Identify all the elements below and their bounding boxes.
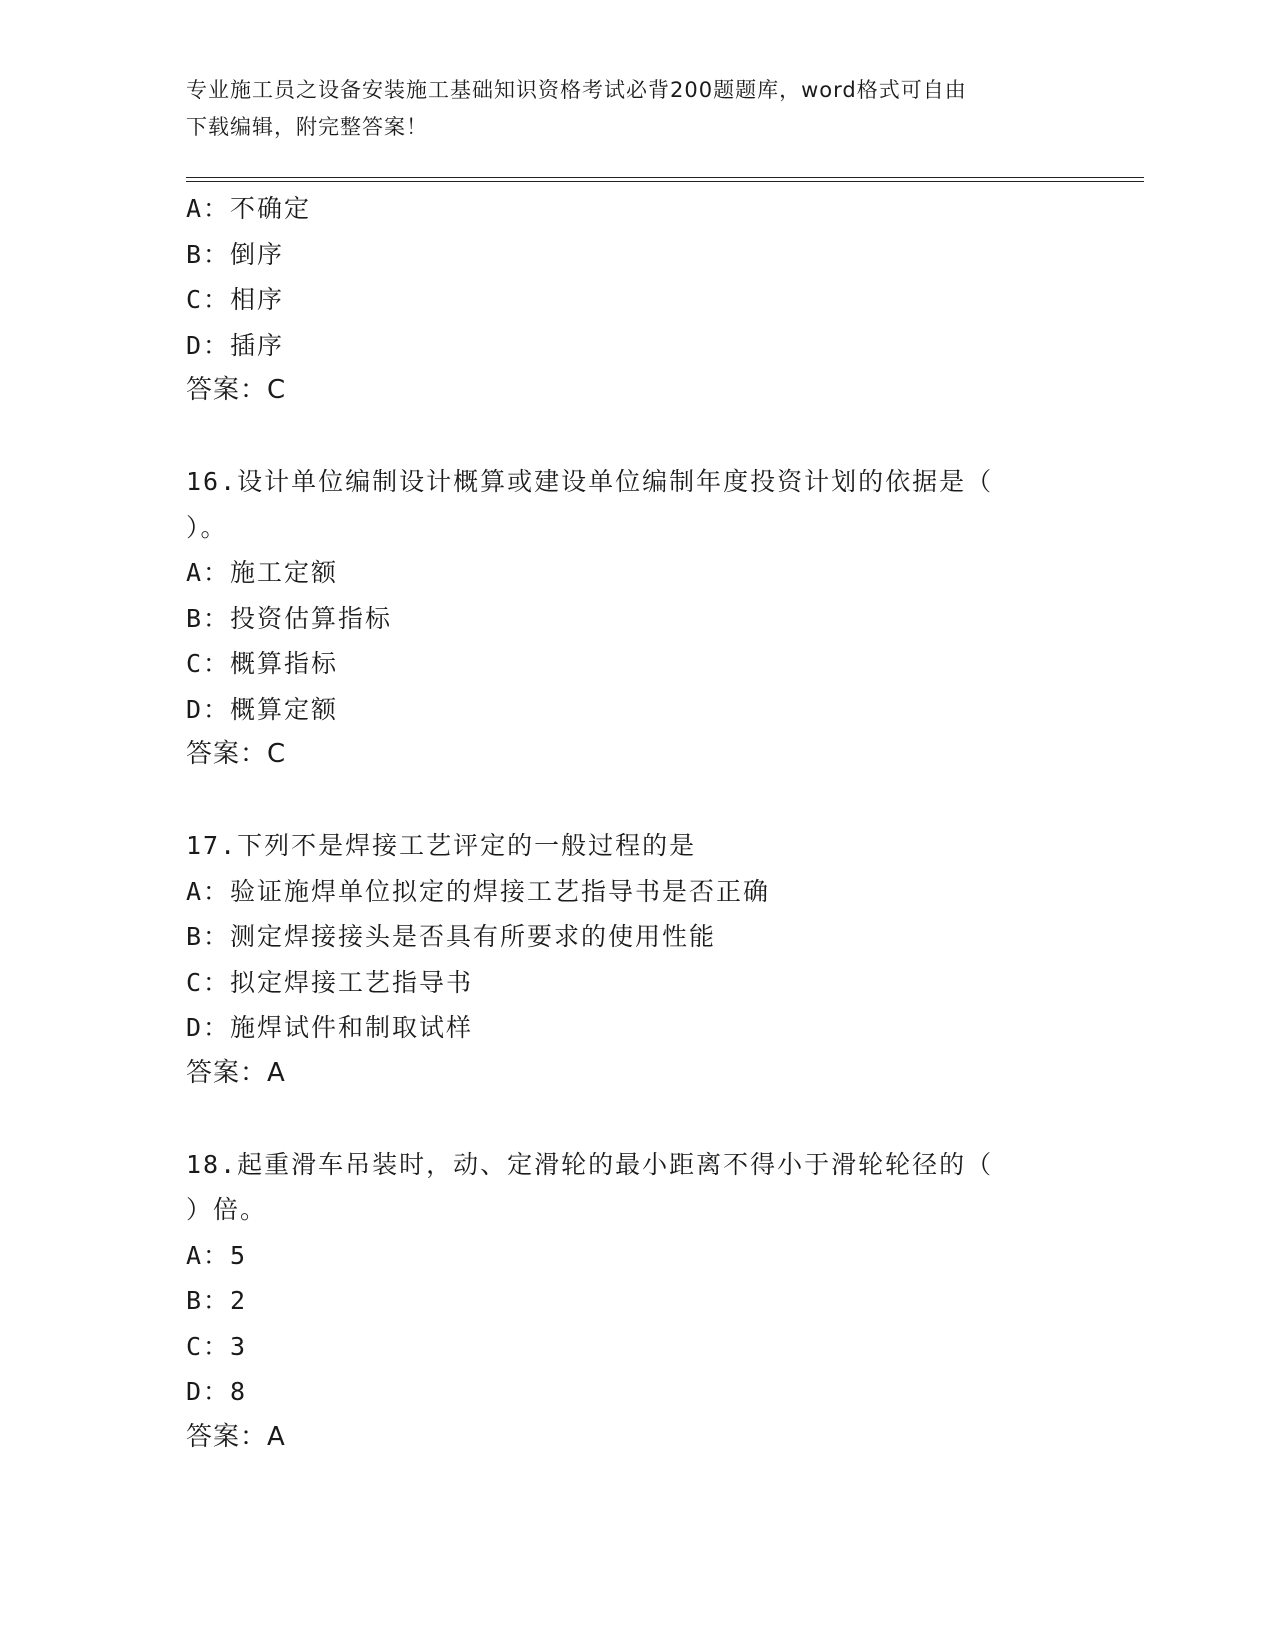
header-line-2: 下载编辑，附完整答案！ xyxy=(186,115,428,139)
option-b: B：投资估算指标 xyxy=(186,603,393,633)
option-d: D：8 xyxy=(186,1377,248,1406)
question-text: 18.起重滑车吊装时，动、定滑轮的最小距离不得小于滑轮轮径的（ xyxy=(186,1149,994,1179)
option-c: C：相序 xyxy=(186,285,285,314)
option-d: D：施焊试件和制取试样 xyxy=(186,1013,474,1042)
option-d: D：插序 xyxy=(186,330,285,360)
option-b: B：测定焊接接头是否具有所要求的使用性能 xyxy=(186,922,717,951)
header-line-1: 专业施工员之设备安装施工基础知识资格考试必背200题题库，word格式可自由 xyxy=(186,78,967,102)
spacer xyxy=(186,1096,1086,1142)
answer: 答案：A xyxy=(186,1421,286,1452)
option-b: B：倒序 xyxy=(186,239,285,269)
question-15 xyxy=(186,186,1086,414)
answer: 答案：C xyxy=(186,375,287,405)
question-16 xyxy=(186,459,1086,778)
option-a: A：验证施焊单位拟定的焊接工艺指导书是否正确 xyxy=(186,876,771,906)
question-text: 17.下列不是焊接工艺评定的一般过程的是 xyxy=(186,831,697,860)
option-d: D：概算定额 xyxy=(186,694,339,724)
option-c: C：概算指标 xyxy=(186,649,339,678)
option-a: A：不确定 xyxy=(186,194,312,223)
option-a: A：5 xyxy=(186,1240,248,1270)
option-c: C：拟定焊接工艺指导书 xyxy=(186,967,474,997)
question-17 xyxy=(186,823,1086,1096)
option-a: A：施工定额 xyxy=(186,558,339,587)
option-b: B：2 xyxy=(186,1286,248,1315)
option-c: C：3 xyxy=(186,1331,248,1361)
answer: 答案：A xyxy=(186,1057,286,1088)
header-divider xyxy=(186,177,1144,182)
question-text-continued: ）。 xyxy=(186,512,228,542)
question-list xyxy=(186,186,1086,1460)
answer: 答案：C xyxy=(186,739,287,769)
document-header xyxy=(186,72,1066,146)
question-text: 16.设计单位编制设计概算或建设单位编制年度投资计划的依据是（ xyxy=(186,467,994,496)
spacer xyxy=(186,414,1086,460)
question-text-continued: ）倍。 xyxy=(186,1195,268,1224)
spacer xyxy=(186,778,1086,824)
question-18 xyxy=(186,1142,1086,1461)
